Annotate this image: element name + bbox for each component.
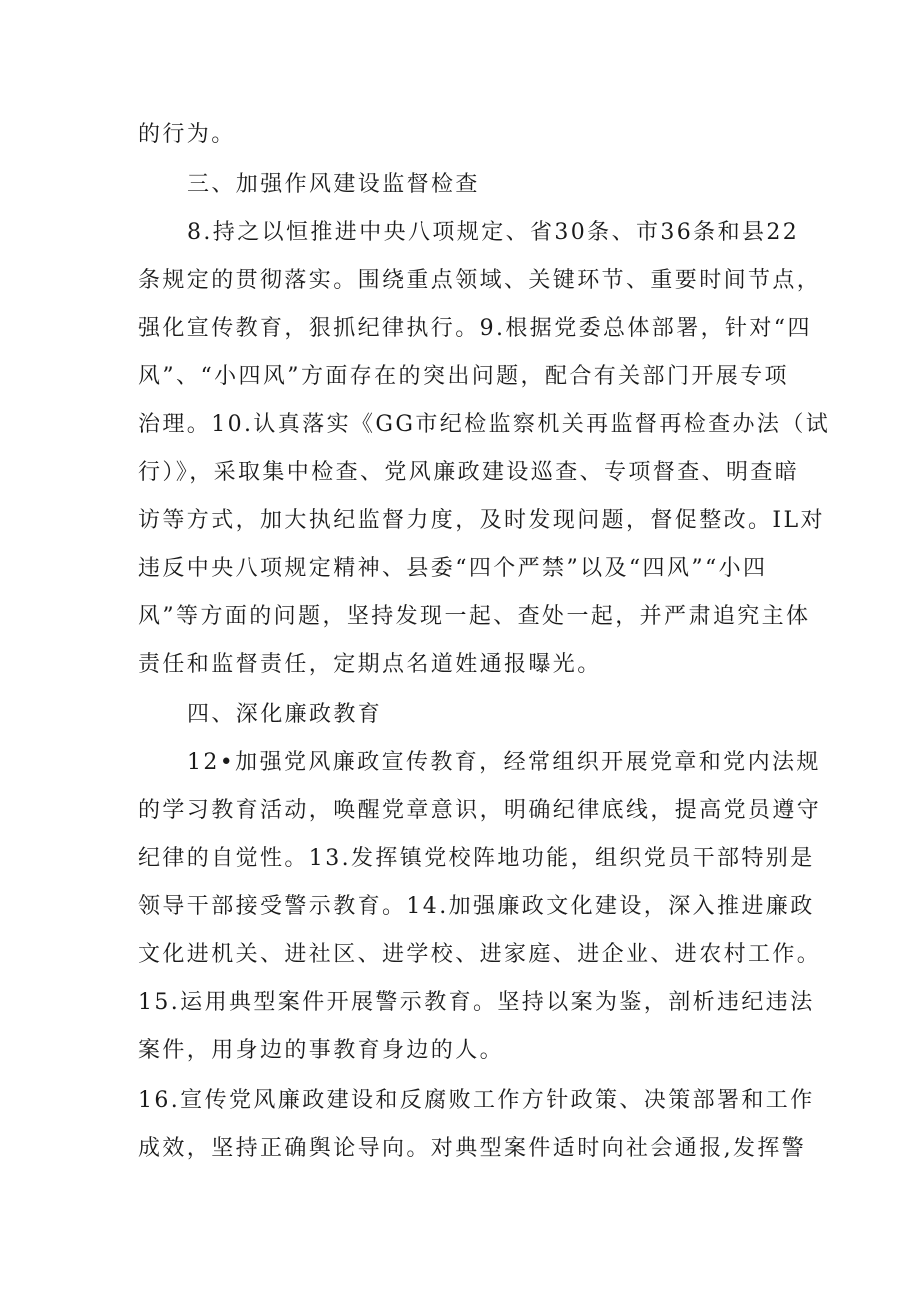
text-line: 的学习教育活动，唤醒党章意识，明确纪律底线，提高党员遵守	[138, 798, 822, 823]
text-line: 条规定的贯彻落实。围绕重点领域、关键环节、重要时间节点，	[138, 268, 822, 293]
text-line: 12•加强党风廉政宣传教育，经常组织开展党章和党内法规	[187, 750, 821, 775]
text-line: 风”、“小四风”方面存在的突出问题，配合有关部门开展专项	[138, 364, 789, 389]
text-line: 的行为。	[138, 122, 236, 147]
text-line: 违反中央八项规定精神、县委“四个严禁”以及“四风”“小四	[138, 556, 768, 581]
section-heading: 四、深化廉政教育	[187, 702, 383, 727]
text-line: 风”等方面的问题，坚持发现一起、查处一起，并严肃追究主体	[138, 604, 811, 629]
text-line: 15.运用典型案件开展警示教育。坚持以案为鉴，剖析违纪违法	[138, 990, 815, 1015]
text-line: 责任和监督责任，定期点名道姓通报曝光。	[138, 652, 602, 677]
text-line: 成效，坚持正确舆论导向。对典型案件适时向社会通报,发挥警	[138, 1136, 807, 1161]
section-heading: 三、加强作风建设监督检查	[187, 172, 480, 197]
text-line: 案件，用身边的事教育身边的人。	[138, 1038, 505, 1063]
text-line: 治理。10.认真落实《GG市纪检监察机关再监督再检查办法（试	[138, 412, 831, 437]
text-line: 文化进机关、进社区、进学校、进家庭、进企业、进农村工作。	[138, 942, 822, 967]
text-line: 行）》，采取集中检查、党风廉政建设巡查、专项督查、明查暗	[138, 460, 800, 485]
text-line: 8.持之以恒推进中央八项规定、省30条、市36条和县22	[187, 220, 800, 245]
text-line: 访等方式，加大执纪监督力度，及时发现问题，督促整改。IL对	[138, 508, 825, 533]
text-line: 领导干部接受警示教育。14.加强廉政文化建设，深入推进廉政	[138, 894, 815, 919]
text-line: 纪律的自觉性。13.发挥镇党校阵地功能，组织党员干部特别是	[138, 846, 815, 871]
text-line: 16.宣传党风廉政建设和反腐败工作方针政策、决策部署和工作	[138, 1088, 815, 1113]
text-line: 强化宣传教育，狠抓纪律执行。9.根据党委总体部署，针对“四	[138, 316, 812, 341]
